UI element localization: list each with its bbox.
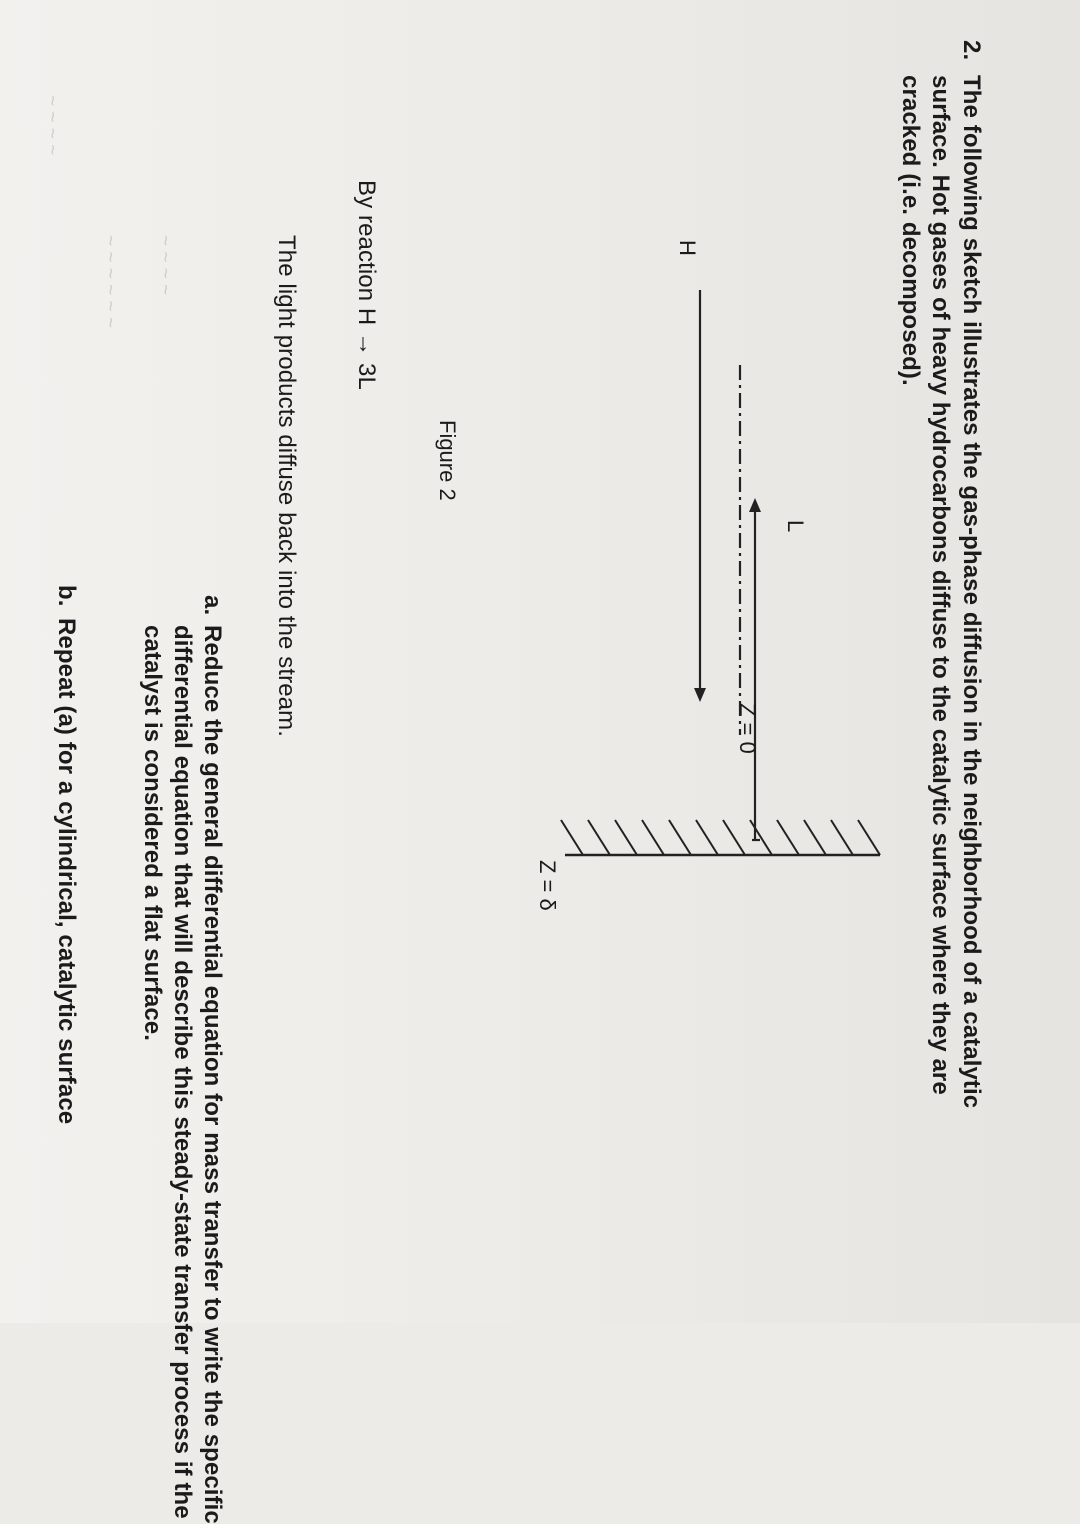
products-diffuse-back: The light products diffuse back into the stream.: [273, 235, 300, 737]
label-z-delta: Z = δ: [535, 860, 560, 911]
l-arrowhead: [749, 498, 761, 512]
label-l: L: [783, 520, 808, 533]
bleed-through-text: ~ ~ ~ ~ ~ ~: [99, 235, 120, 328]
h-arrowhead: [694, 688, 706, 702]
label-h: H: [675, 240, 700, 256]
surface-hatching: [561, 820, 880, 855]
problem-intro-line-1: The following sketch illustrates the gas-phase diffusion in the neighborhood of a catalytic: [958, 75, 985, 1109]
problem-number: 2.: [958, 40, 985, 61]
figure-caption: Figure 2: [435, 420, 460, 501]
part-a-line-2: differential equation that will describe this steady-state transfer process if the: [169, 625, 196, 1519]
part-b-label: b.: [53, 585, 80, 607]
reaction-statement: By reaction H → 3L: [353, 180, 380, 390]
part-a-line-1: Reduce the general differential equation for mass transfer to write the specific: [199, 625, 226, 1524]
part-a-line-3: catalyst is considered a flat surface.: [139, 625, 166, 1041]
bleed-through-text: ~ ~ ~ ~: [41, 95, 62, 156]
part-b-text: Repeat (a) for a cylindrical, catalytic surface: [53, 618, 80, 1125]
part-a-label: a.: [199, 595, 226, 616]
label-z0: Z = 0: [735, 703, 760, 754]
problem-intro-line-3: cracked (i.e. decomposed).: [897, 75, 924, 386]
bleed-through-text: ~ ~ ~ ~: [154, 235, 175, 296]
problem-intro-line-2: surface. Hot gases of heavy hydrocarbons diffuse to the catalytic surface where they are: [927, 75, 954, 1095]
